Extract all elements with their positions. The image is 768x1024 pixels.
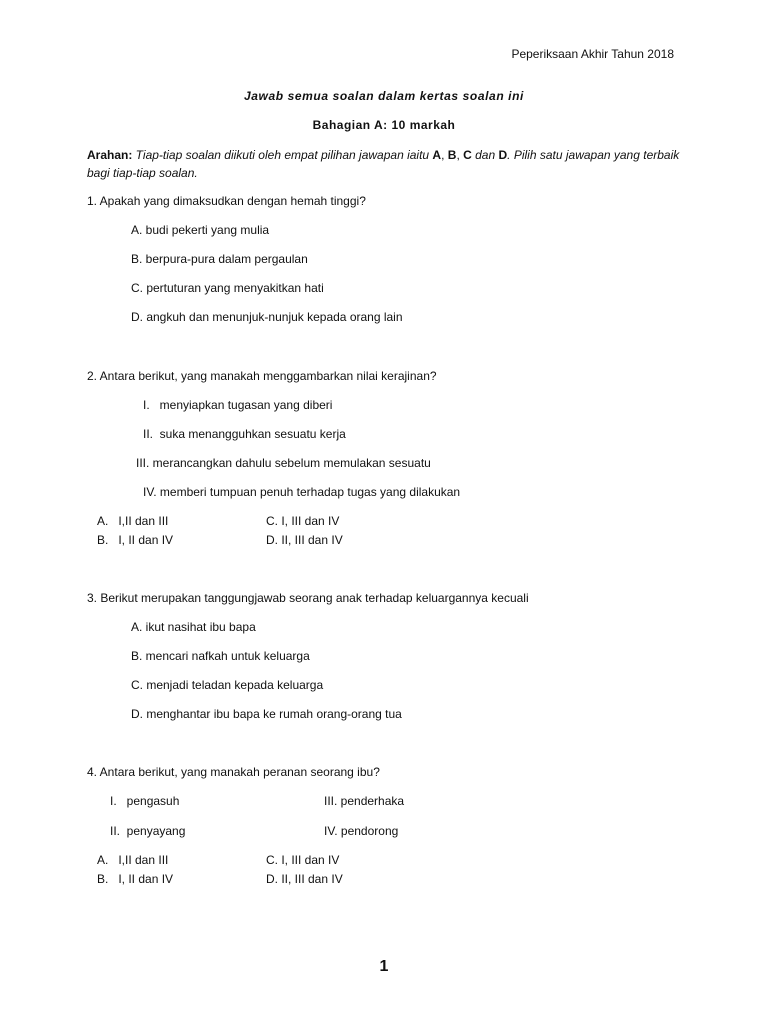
q4-choice-a: A. I,II dan III (97, 853, 169, 867)
q4-statement-i: I. pengasuh (110, 794, 180, 808)
comma-1: , (441, 148, 448, 162)
q1-option-a: A. budi pekerti yang mulia (131, 223, 270, 237)
letter-b: B (447, 148, 457, 162)
q2-choice-b: B. I, II dan IV (97, 533, 174, 547)
letter-c: C (463, 148, 472, 162)
q2-statement-iii: III. merancangkan dahulu sebelum memulakan sesuatu (136, 456, 431, 470)
instruction-paragraph (87, 146, 687, 182)
question-1: 1. Apakah yang dimaksudkan dengan hemah tinggi? (87, 194, 366, 208)
q1-option-c: C. pertuturan yang menyakitkan hati (131, 281, 324, 295)
q3-option-d: D. menghantar ibu bapa ke rumah orang-orang tua (131, 707, 402, 721)
q4-choice-c: C. I, III dan IV (266, 853, 340, 867)
q2-statement-i: I. menyiapkan tugasan yang diberi (143, 398, 333, 412)
instruction-heading: Jawab semua soalan dalam kertas soalan ini (244, 89, 524, 103)
q3-option-b: B. mencari nafkah untuk keluarga (131, 649, 310, 663)
q2-statement-iv: IV. memberi tumpuan penuh terhadap tugas yang dilakukan (143, 485, 461, 499)
q4-statement-iii: III. penderhaka (324, 794, 405, 808)
q4-choice-b: B. I, II dan IV (97, 872, 174, 886)
question-4: 4. Antara berikut, yang manakah peranan seorang ibu? (87, 765, 380, 779)
q3-option-c: C. menjadi teladan kepada keluarga (131, 678, 324, 692)
q2-choice-a: A. I,II dan III (97, 514, 169, 528)
q1-option-d: D. angkuh dan menunjuk-nunjuk kepada orang lain (131, 310, 403, 324)
question-2: 2. Antara berikut, yang manakah menggambarkan nilai kerajinan? (87, 369, 437, 383)
letter-d: D (498, 148, 508, 162)
q4-statement-iv: IV. pendorong (324, 824, 399, 838)
q2-choice-d: D. II, III dan IV (266, 533, 343, 547)
q3-option-a: A. ikut nasihat ibu bapa (131, 620, 256, 634)
comma-2: , (456, 148, 464, 162)
exam-title: Peperiksaan Akhir Tahun 2018 (511, 47, 674, 61)
q2-choice-c: C. I, III dan IV (266, 514, 340, 528)
arahan-label: Arahan: (87, 148, 133, 162)
section-title: Bahagian A: 10 markah (312, 118, 456, 132)
letter-a: A (432, 148, 442, 162)
q1-option-b: B. berpura-pura dalam pergaulan (131, 252, 308, 266)
q4-choice-d: D. II, III dan IV (266, 872, 343, 886)
q2-statement-ii: II. suka menangguhkan sesuatu kerja (143, 427, 346, 441)
arahan-text-1: Tiap-tiap soalan diikuti oleh empat pilihan jawapan iaitu (132, 148, 433, 162)
question-3: 3. Berikut merupakan tanggungjawab seorang anak terhadap keluargannya kecuali (87, 591, 529, 605)
q4-statement-ii: II. penyayang (110, 824, 186, 838)
arahan-text-2: . Pilih satu jawapan yang terbaik bagi tiap-tiap soalan. (87, 148, 680, 180)
page-number: 1 (379, 958, 389, 975)
dan-text: dan (471, 148, 499, 162)
